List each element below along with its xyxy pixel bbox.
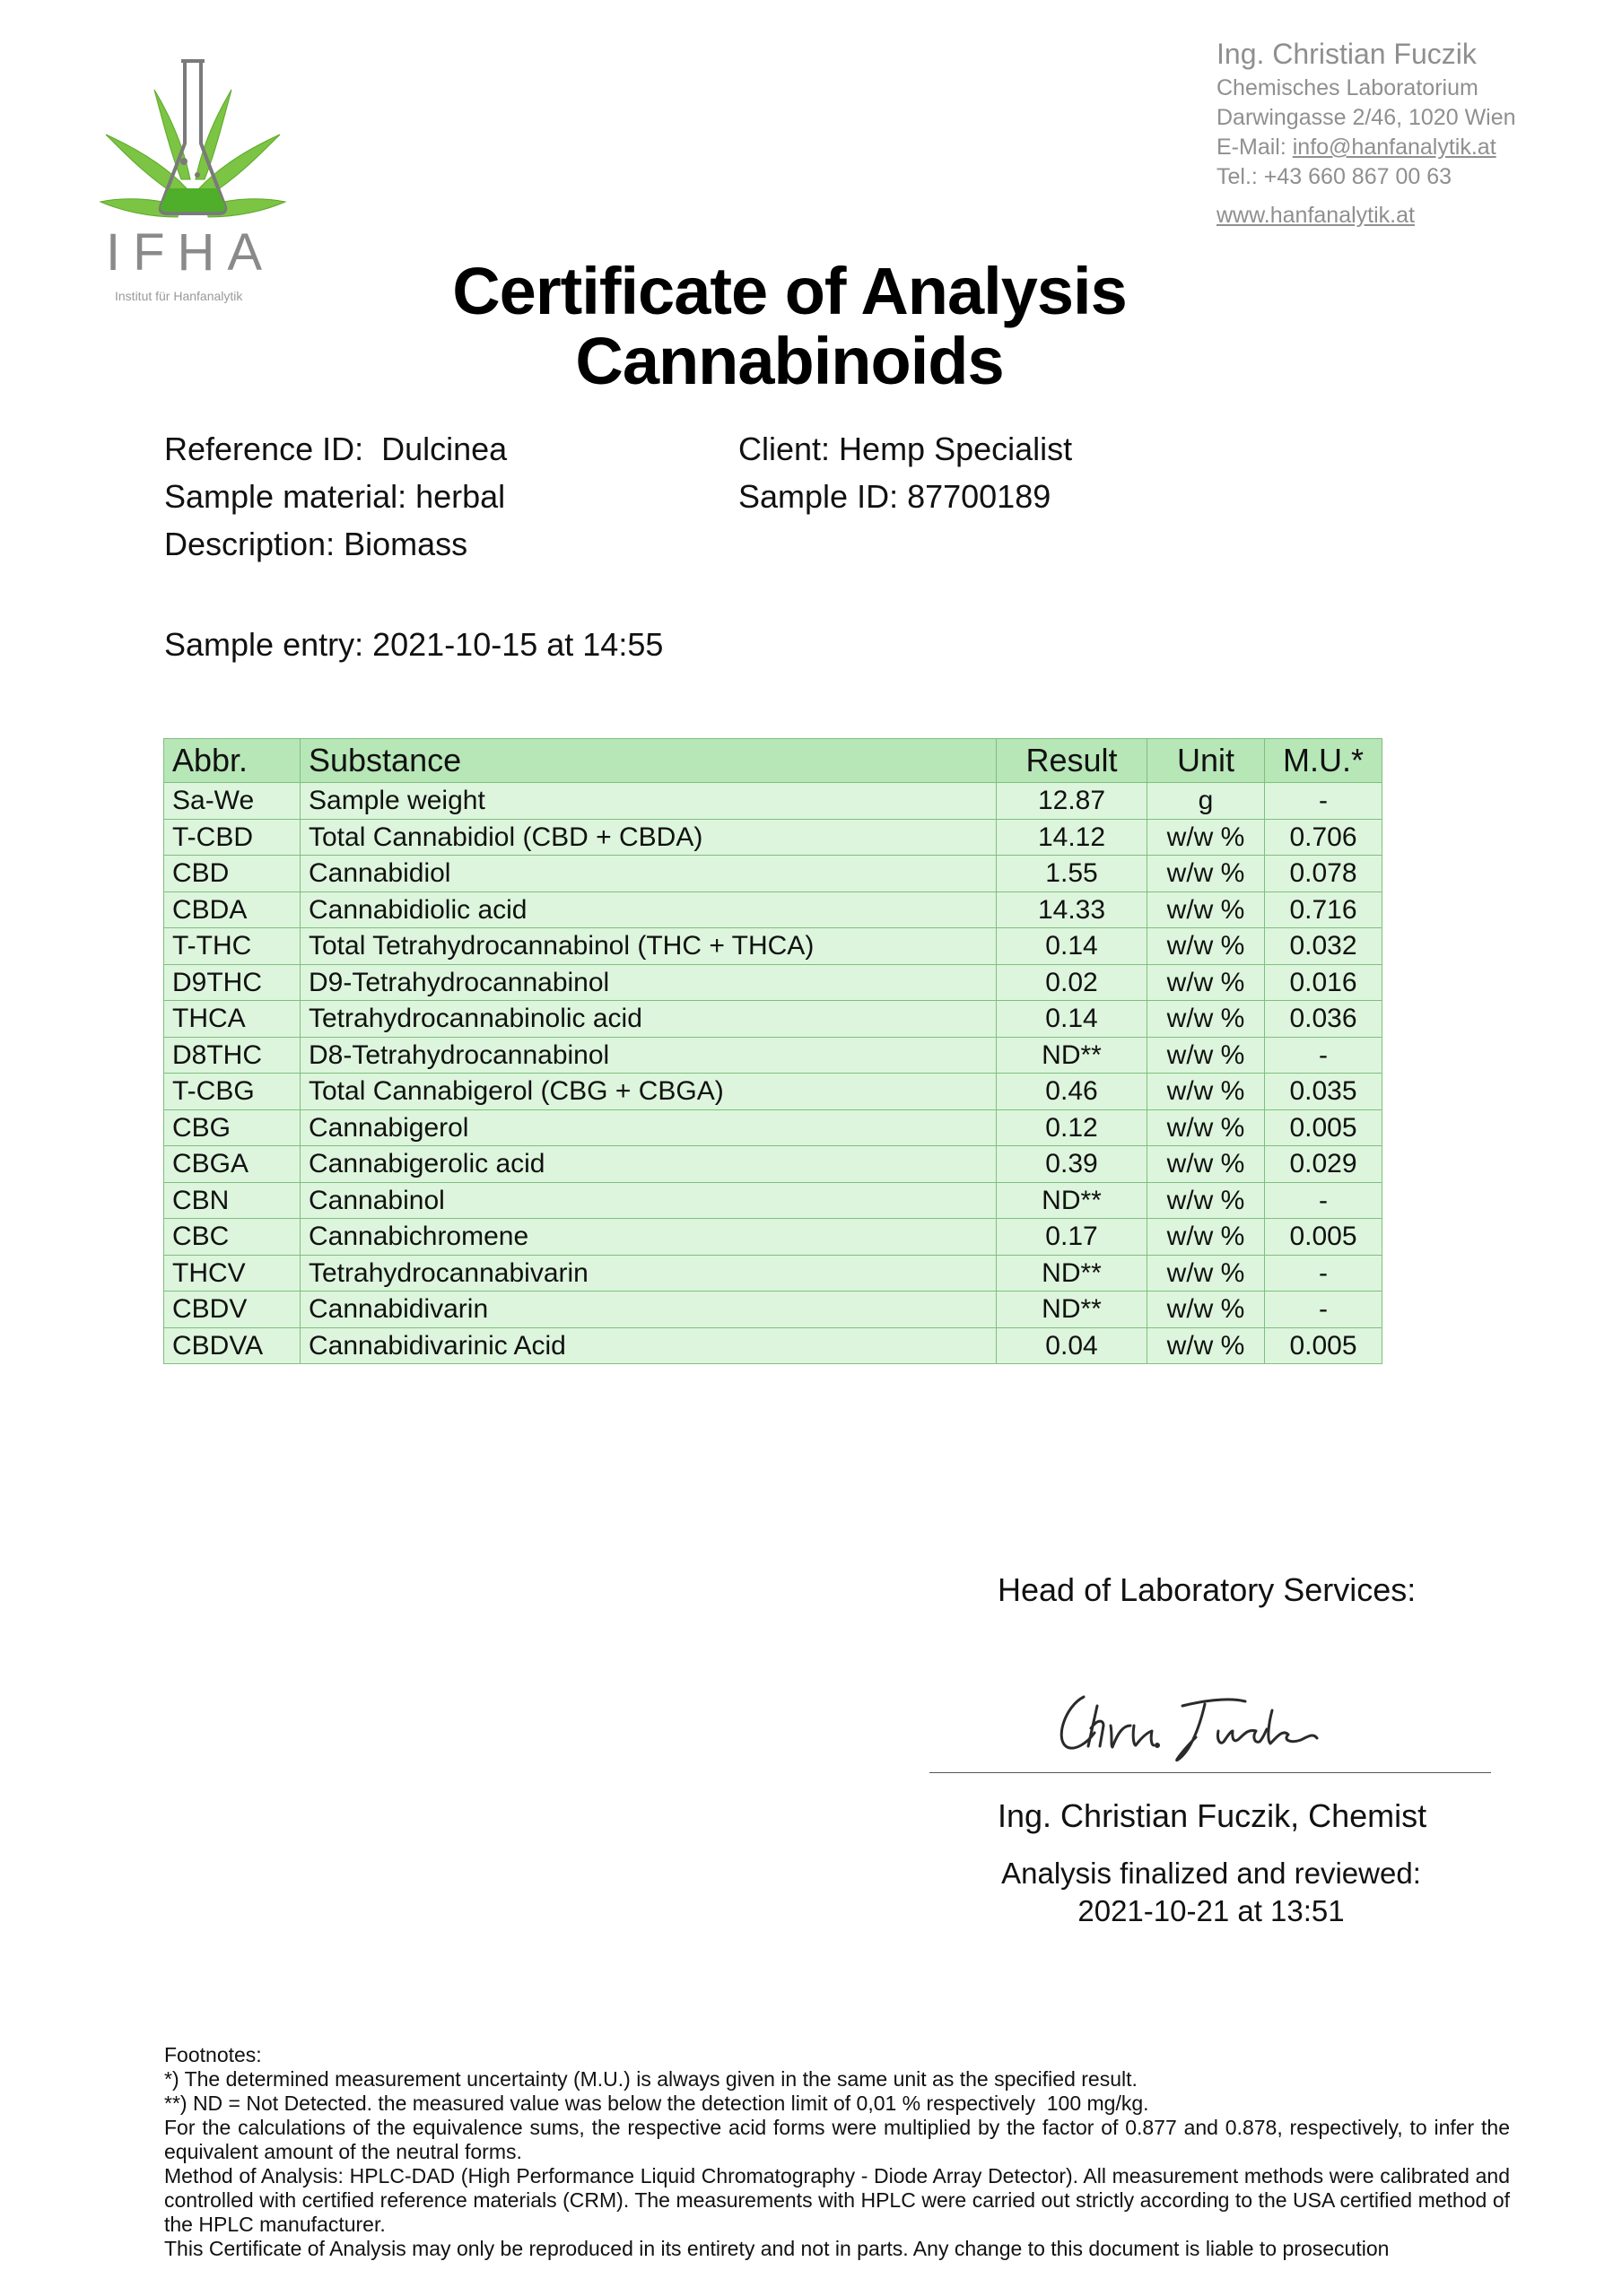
cell-result: 0.02 (997, 964, 1147, 1001)
cell-unit: w/w % (1147, 928, 1265, 965)
column-header-substance: Substance (301, 739, 997, 783)
cell-result: ND** (997, 1255, 1147, 1292)
table-header-row (164, 739, 1382, 783)
sample-id: Sample ID: 87700189 (738, 478, 1051, 515)
cell-result: 0.04 (997, 1327, 1147, 1364)
cell-result: ND** (997, 1182, 1147, 1219)
footnote-nd: **) ND = Not Detected. the measured value was below the detection limit of 0,01 % respectively 100 mg/kg. (164, 2092, 1149, 2115)
cell-substance: Total Cannabidiol (CBD + CBDA) (301, 819, 997, 856)
cell-abbr: CBDVA (164, 1327, 301, 1364)
table-row (164, 1074, 1382, 1110)
cell-substance: Total Tetrahydrocannabinol (THC + THCA) (301, 928, 997, 965)
cell-result: 12.87 (997, 783, 1147, 820)
cell-substance: Cannabidiolic acid (301, 891, 997, 928)
cell-result: 14.12 (997, 819, 1147, 856)
signer-name: Ing. Christian Fuczik, Chemist (998, 1797, 1427, 1834)
table-row (164, 1327, 1382, 1364)
table-row (164, 891, 1382, 928)
cell-mu: 0.029 (1265, 1146, 1382, 1183)
cell-mu: 0.005 (1265, 1219, 1382, 1256)
reference-id: Reference ID: Dulcinea (164, 430, 508, 467)
finalized-label: Analysis finalized and reviewed: (1001, 1857, 1421, 1890)
finalized-date: 2021-10-21 at 13:51 (1077, 1894, 1345, 1927)
cell-abbr: T-THC (164, 928, 301, 965)
cell-unit: w/w % (1147, 1074, 1265, 1110)
column-header-mu: M.U.* (1265, 739, 1382, 783)
finalized-block (897, 1855, 1525, 1930)
cell-substance: Cannabigerolic acid (301, 1146, 997, 1183)
document-title: Certificate of Analysis (452, 254, 1127, 328)
cell-abbr: CBGA (164, 1146, 301, 1183)
lab-address: Darwingasse 2/46, 1020 Wien (1216, 105, 1516, 130)
cell-unit: w/w % (1147, 1219, 1265, 1256)
cell-substance: Tetrahydrocannabinolic acid (301, 1001, 997, 1038)
cell-mu: 0.005 (1265, 1109, 1382, 1146)
lab-department: Chemisches Laboratorium (1216, 75, 1478, 100)
sample-material: Sample material: herbal (164, 478, 506, 515)
column-header-result: Result (997, 739, 1147, 783)
document-subtitle: Cannabinoids (575, 324, 1004, 398)
cell-substance: D9-Tetrahydrocannabinol (301, 964, 997, 1001)
cell-substance: Cannabidivarin (301, 1292, 997, 1328)
lab-website-link[interactable]: www.hanfanalytik.at (1216, 203, 1415, 228)
cell-result: ND** (997, 1037, 1147, 1074)
cell-abbr: D8THC (164, 1037, 301, 1074)
footnote-mu: *) The determined measurement uncertainty (M.U.) is always given in the same unit as the specified result. (164, 2067, 1138, 2091)
cell-abbr: CBDV (164, 1292, 301, 1328)
cell-result: 0.12 (997, 1109, 1147, 1146)
cell-mu: - (1265, 1292, 1382, 1328)
results-table (163, 738, 1382, 1364)
cell-mu: - (1265, 1182, 1382, 1219)
table-row (164, 1182, 1382, 1219)
table-body (164, 783, 1382, 1364)
cell-result: 0.17 (997, 1219, 1147, 1256)
lab-contact-block (1216, 34, 1516, 230)
table-row (164, 856, 1382, 892)
table-row (164, 1292, 1382, 1328)
cell-unit: w/w % (1147, 891, 1265, 928)
lab-name: Ing. Christian Fuczik (1216, 38, 1477, 70)
cell-substance: Tetrahydrocannabivarin (301, 1255, 997, 1292)
cell-abbr: CBC (164, 1219, 301, 1256)
cell-abbr: Sa-We (164, 783, 301, 820)
cell-mu: 0.032 (1265, 928, 1382, 965)
cell-abbr: THCV (164, 1255, 301, 1292)
description: Description: Biomass (164, 526, 468, 562)
footnote-equivalence: For the calculations of the equivalence sums, the respective acid forms were multiplied by the factor of 0.877 and 0.878, respectively, to infer the equivalent amount of the neutral forms. (164, 2116, 1510, 2163)
table-row (164, 964, 1382, 1001)
cell-unit: w/w % (1147, 1037, 1265, 1074)
lab-email-link[interactable]: info@hanfanalytik.at (1292, 135, 1496, 160)
cell-substance: Total Cannabigerol (CBG + CBGA) (301, 1074, 997, 1110)
lab-email-line (1216, 133, 1516, 162)
footnote-reproduction: This Certificate of Analysis may only be reproduced in its entirety and not in parts. Any change to this document is liable to prosecution (164, 2237, 1390, 2260)
cell-result: 0.46 (997, 1074, 1147, 1110)
cell-result: ND** (997, 1292, 1147, 1328)
cell-unit: w/w % (1147, 1182, 1265, 1219)
cell-abbr: CBN (164, 1182, 301, 1219)
signature-line (929, 1772, 1491, 1773)
cell-mu: 0.016 (1265, 964, 1382, 1001)
cell-abbr: CBDA (164, 891, 301, 928)
cell-unit: w/w % (1147, 1109, 1265, 1146)
cell-result: 0.14 (997, 1001, 1147, 1038)
cell-substance: Cannabigerol (301, 1109, 997, 1146)
table-row (164, 1001, 1382, 1038)
handwritten-signature (1048, 1670, 1353, 1769)
table-row (164, 1037, 1382, 1074)
cell-substance: Cannabidivarinic Acid (301, 1327, 997, 1364)
cell-substance: Sample weight (301, 783, 997, 820)
cell-abbr: D9THC (164, 964, 301, 1001)
footnotes-heading: Footnotes: (164, 2043, 262, 2066)
cell-result: 1.55 (997, 856, 1147, 892)
footnote-method: Method of Analysis: HPLC-DAD (High Performance Liquid Chromatography - Diode Array Detector). All measurement methods were calibrated and controlled with certified reference materials (CRM). The measurements with HPLC were carried out strictly according to the USA certified method of the HPLC manufacturer. (164, 2164, 1510, 2236)
cell-result: 0.39 (997, 1146, 1147, 1183)
cell-abbr: THCA (164, 1001, 301, 1038)
cell-result: 0.14 (997, 928, 1147, 965)
logo-subtitle: Institut für Hanfanalytik (115, 289, 243, 303)
table-row (164, 819, 1382, 856)
cell-unit: w/w % (1147, 856, 1265, 892)
cell-unit: w/w % (1147, 1001, 1265, 1038)
cell-unit: w/w % (1147, 964, 1265, 1001)
cell-substance: Cannabichromene (301, 1219, 997, 1256)
table-row (164, 783, 1382, 820)
cell-result: 14.33 (997, 891, 1147, 928)
cell-mu: 0.078 (1265, 856, 1382, 892)
cell-unit: w/w % (1147, 1146, 1265, 1183)
cell-mu: 0.005 (1265, 1327, 1382, 1364)
column-header-unit: Unit (1147, 739, 1265, 783)
cell-mu: - (1265, 1255, 1382, 1292)
sample-entry: Sample entry: 2021-10-15 at 14:55 (164, 626, 664, 663)
cell-unit: w/w % (1147, 819, 1265, 856)
cell-substance: Cannabinol (301, 1182, 997, 1219)
table-row (164, 1255, 1382, 1292)
cell-mu: 0.706 (1265, 819, 1382, 856)
cell-mu: - (1265, 783, 1382, 820)
cell-abbr: T-CBD (164, 819, 301, 856)
signature-heading: Head of Laboratory Services: (998, 1571, 1417, 1608)
cell-mu: 0.036 (1265, 1001, 1382, 1038)
lab-email-label: E-Mail: (1216, 135, 1286, 160)
cell-abbr: T-CBG (164, 1074, 301, 1110)
cell-abbr: CBG (164, 1109, 301, 1146)
client: Client: Hemp Specialist (738, 430, 1073, 467)
table-row (164, 1146, 1382, 1183)
cell-mu: - (1265, 1037, 1382, 1074)
cell-mu: 0.716 (1265, 891, 1382, 928)
logo-wordmark: IFHA (106, 223, 275, 282)
table-row (164, 1219, 1382, 1256)
column-header-abbr: Abbr. (164, 739, 301, 783)
cell-unit: w/w % (1147, 1292, 1265, 1328)
table-row (164, 1109, 1382, 1146)
cell-mu: 0.035 (1265, 1074, 1382, 1110)
cell-substance: Cannabidiol (301, 856, 997, 892)
cell-unit: g (1147, 783, 1265, 820)
cell-abbr: CBD (164, 856, 301, 892)
cell-substance: D8-Tetrahydrocannabinol (301, 1037, 997, 1074)
cell-unit: w/w % (1147, 1327, 1265, 1364)
footnotes (164, 2043, 1510, 2261)
lab-phone: Tel.: +43 660 867 00 63 (1216, 164, 1452, 189)
cell-unit: w/w % (1147, 1255, 1265, 1292)
table-row (164, 928, 1382, 965)
